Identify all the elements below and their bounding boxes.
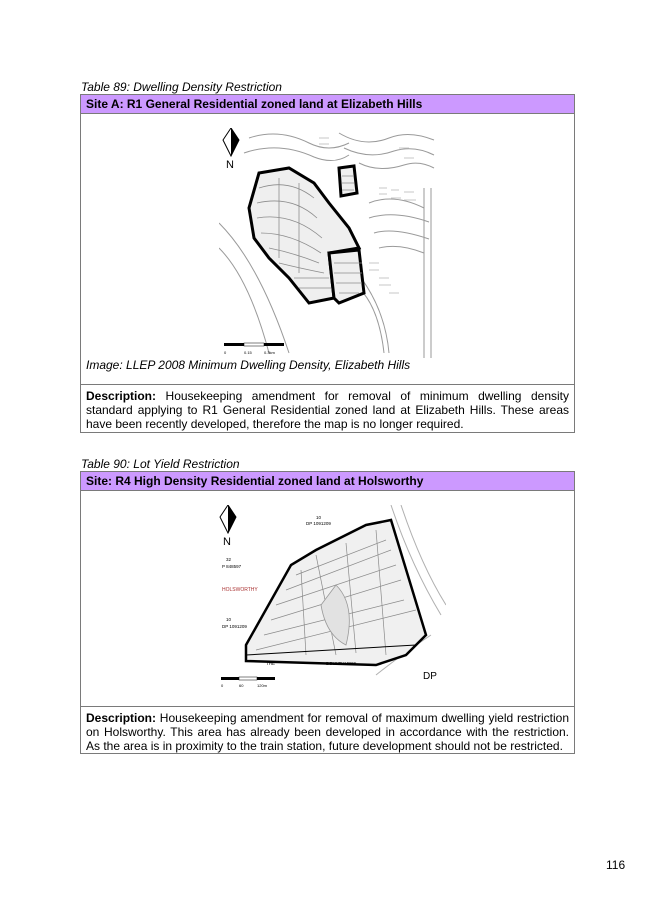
scale-label-0: 0 — [221, 683, 224, 688]
north-label: N — [226, 159, 234, 171]
road-label-1: THE — [266, 661, 275, 666]
scale-label-2: 120m — [257, 683, 268, 688]
scale-label-1: 60 — [239, 683, 244, 688]
table-89-image-cell — [81, 114, 574, 385]
elizabeth-hills-map — [219, 128, 439, 358]
table-89-image-caption: Image: LLEP 2008 Minimum Dwelling Density, Elizabeth Hills — [86, 358, 411, 372]
lot-left-1: 32 — [226, 557, 232, 562]
north-label: N — [223, 536, 231, 548]
description-label: Description: — [86, 389, 157, 403]
table-89-caption: Table 89: Dwelling Density Restriction — [81, 80, 282, 94]
table-90 — [80, 471, 575, 754]
suburb-label: HOLSWORTHY — [222, 587, 258, 593]
scale-label-2: 0.3km — [264, 350, 275, 355]
table-90-caption: Table 90: Lot Yield Restriction — [81, 457, 240, 471]
table-89 — [80, 94, 575, 433]
table-90-header: Site: R4 High Density Residential zoned land at Holsworthy — [81, 472, 574, 491]
description-text: Housekeeping amendment for removal of maximum dwelling yield restriction on Holsworthy. This area has already been developed in accordance with the restriction. As the area is in proximity to the train station, future development should not be restricted. — [86, 711, 569, 753]
dp-top: DP 1091209 — [306, 521, 331, 526]
description-text: Housekeeping amendment for removal of minimum dwelling density standard applying to R1 General Residential zoned land at Elizabeth Hills. These areas have been recently developed, therefore the map is no longer required. — [86, 389, 569, 431]
lot-top: 10 — [316, 515, 322, 520]
dp-corner-label: DP — [423, 671, 437, 682]
dp-left-2: DP 1091209 — [222, 624, 247, 629]
description-label: Description: — [86, 711, 157, 725]
table-90-image-cell — [81, 491, 574, 707]
dp-left-1: P 848597 — [222, 564, 242, 569]
scale-label-1: 0.15 — [244, 350, 252, 355]
road-label-2: BOULEVARDE — [326, 661, 357, 666]
page-number: 116 — [606, 858, 626, 872]
table-89-header: Site A: R1 General Residential zoned land at Elizabeth Hills — [81, 95, 574, 114]
holsworthy-map — [216, 505, 446, 691]
table-89-description — [81, 385, 574, 433]
scale-label-0: 0 — [224, 350, 227, 355]
lot-left-2: 10 — [226, 617, 232, 622]
table-90-description — [81, 707, 574, 755]
